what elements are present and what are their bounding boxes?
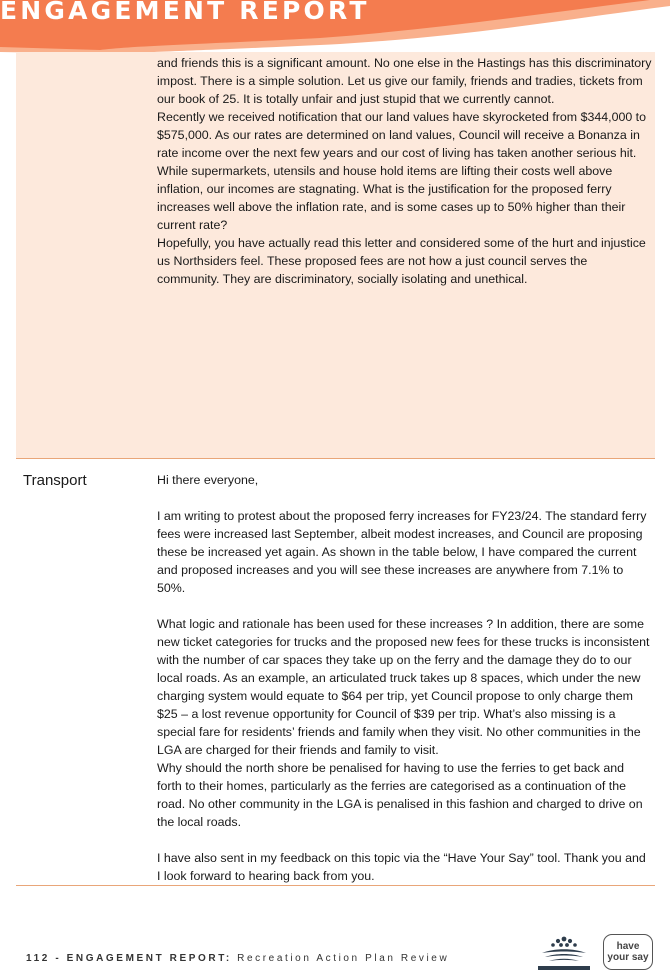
submission-text — [157, 471, 652, 885]
row-divider — [16, 885, 655, 886]
paragraph: and friends this is a significant amount. No one else in the Hastings has this discriminatory impost. There is a simple solution. Let us give our family, friends and tradies, tickets from our book of 25. It is totally unfair and just stupid that we currently cannot. — [157, 56, 652, 106]
footer-report-label: ENGAGEMENT REPORT: — [66, 953, 232, 964]
page-number: 112 — [26, 953, 50, 964]
header-title: ENGAGEMENT REPORT — [0, 0, 370, 25]
paragraph: Recently we received notification that our land values have skyrocketed from $344,000 to $575,000. As our rates are determined on land values, Council will receive a Bonanza in rate income over the next few years and our cost of living has taken another serious hit. While supermarkets, utensils and house hold items are lifting their costs well above inflation, our incomes are stagnating. What is the justification for the proposed ferry increases well above the inflation rate, and is some cases up to 50% higher than their current rate? — [157, 110, 647, 232]
paragraph: I have also sent in my feedback on this topic via the “Have Your Say” tool. Thank you and I look forward to hearing back from you. — [157, 851, 646, 883]
port-macquarie-hastings-council-logo — [534, 932, 594, 970]
footer-separator: - — [49, 953, 67, 964]
page-header — [0, 0, 670, 60]
paragraph: Why should the north shore be penalised for having to use the ferries to get back and forth to their homes, particularly as the ferries are categorised as a continuation of the road. No other community in the LGA is penalised in this fashion and charged to drive on the local roads. — [157, 761, 643, 829]
have-your-say-line: have — [616, 941, 640, 952]
table-row-continued — [16, 52, 655, 458]
submission-text — [157, 54, 652, 288]
paragraph: Hopefully, you have actually read this letter and considered some of the hurt and injustice us Northsiders feel. These proposed fees are not how a just council serves the community. They are discriminatory, socially isolating and unethical. — [157, 236, 646, 286]
paragraph: What logic and rationale has been used for these increases ? In addition, there are some new ticket categories for trucks and the proposed new fees for these trucks is inconsistent with the number of car spaces they take up on the ferry and the damage they do to our local roads. As an example, an articulated truck takes up 8 spaces, which under the new charging system would equate to $64 per trip, yet Council propose to only charge them $25 – a lost revenue opportunity for Council of $39 per trip. What’s also missing is a special fare for residents’ friends and family when they visit. No other communities in the LGA are charged for their friends and family to visit. — [157, 617, 650, 757]
footer-report-subtitle: Recreation Action Plan Review — [231, 953, 450, 964]
have-your-say-line: your say — [607, 952, 649, 963]
row-category-label: Transport — [23, 472, 87, 489]
paragraph: I am writing to protest about the proposed ferry increases for FY23/24. The standard ferry fees were increased last September, albeit modest increases, and Council are proposing these be increased yet again. As shown in the table below, I have compared the current and proposed increases and you will see these increases are anywhere from 7.1% to 50%. — [157, 509, 647, 595]
page-footer — [26, 953, 449, 964]
paragraph: Hi there everyone, — [157, 473, 259, 487]
have-your-say-logo — [603, 934, 653, 970]
row-divider — [16, 458, 655, 459]
